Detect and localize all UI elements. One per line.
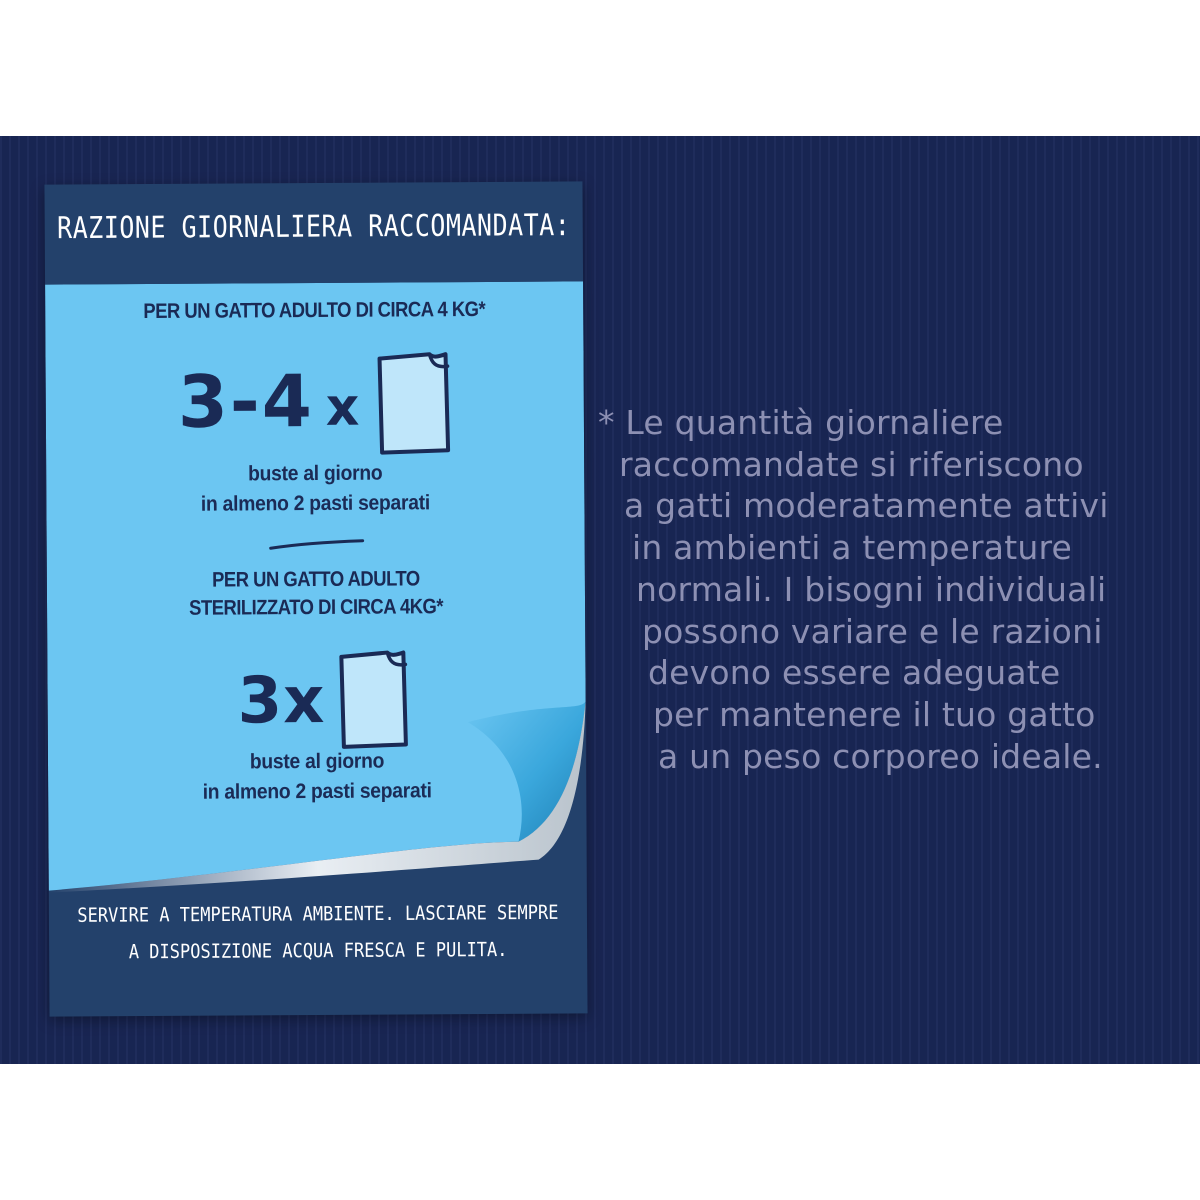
section2-quantity: 3x — [237, 663, 326, 739]
feeding-guide-card — [44, 181, 587, 1016]
footnote-line: a gatti moderatamente attivi — [624, 486, 1109, 526]
footnote — [598, 402, 1198, 777]
pouch-icon — [373, 348, 454, 458]
section1-line2: in almeno 2 pasti separati — [200, 491, 431, 516]
section-divider — [267, 538, 367, 553]
pouch-icon — [335, 646, 412, 752]
serving-instructions-line2: A DISPOSIZIONE ACQUA FRESCA E PULITA. — [128, 938, 508, 965]
footnote-line: normali. I bisogni individuali — [636, 569, 1107, 609]
section1-heading: PER UN GATTO ADULTO DI CIRCA 4 KG* — [143, 297, 486, 324]
section1-quantity: 3-4 — [177, 359, 315, 444]
section2-line1: buste al giorno — [249, 749, 385, 774]
serving-instructions-line1: SERVIRE A TEMPERATURA AMBIENTE. LASCIARE SEMPRE — [77, 901, 559, 928]
section1-multiplier: x — [325, 377, 360, 438]
footnote-line: per mantenere il tuo gatto — [653, 694, 1096, 734]
footnote-line: in ambienti a temperature — [632, 528, 1073, 568]
card-title: RAZIONE GIORNALIERA RACCOMANDATA: — [57, 207, 571, 246]
footnote-line: raccomandate si riferiscono — [619, 444, 1084, 484]
footnote-line: * Le quantità giornaliere — [598, 403, 1004, 442]
section1-line1: buste al giorno — [247, 461, 383, 486]
curled-sheet — [45, 281, 587, 892]
section2-line2: in almeno 2 pasti separati — [202, 779, 432, 804]
footnote-line: a un peso corporeo ideale. — [658, 736, 1103, 776]
section2-heading-line1: PER UN GATTO ADULTO — [212, 567, 420, 592]
footnote-line: possono variare e le razioni — [642, 611, 1103, 651]
section2-heading-line2: STERILIZZATO DI CIRCA 4KG* — [189, 595, 444, 620]
footnote-line: devono essere adeguate — [648, 653, 1061, 693]
serving-instructions — [49, 895, 587, 972]
